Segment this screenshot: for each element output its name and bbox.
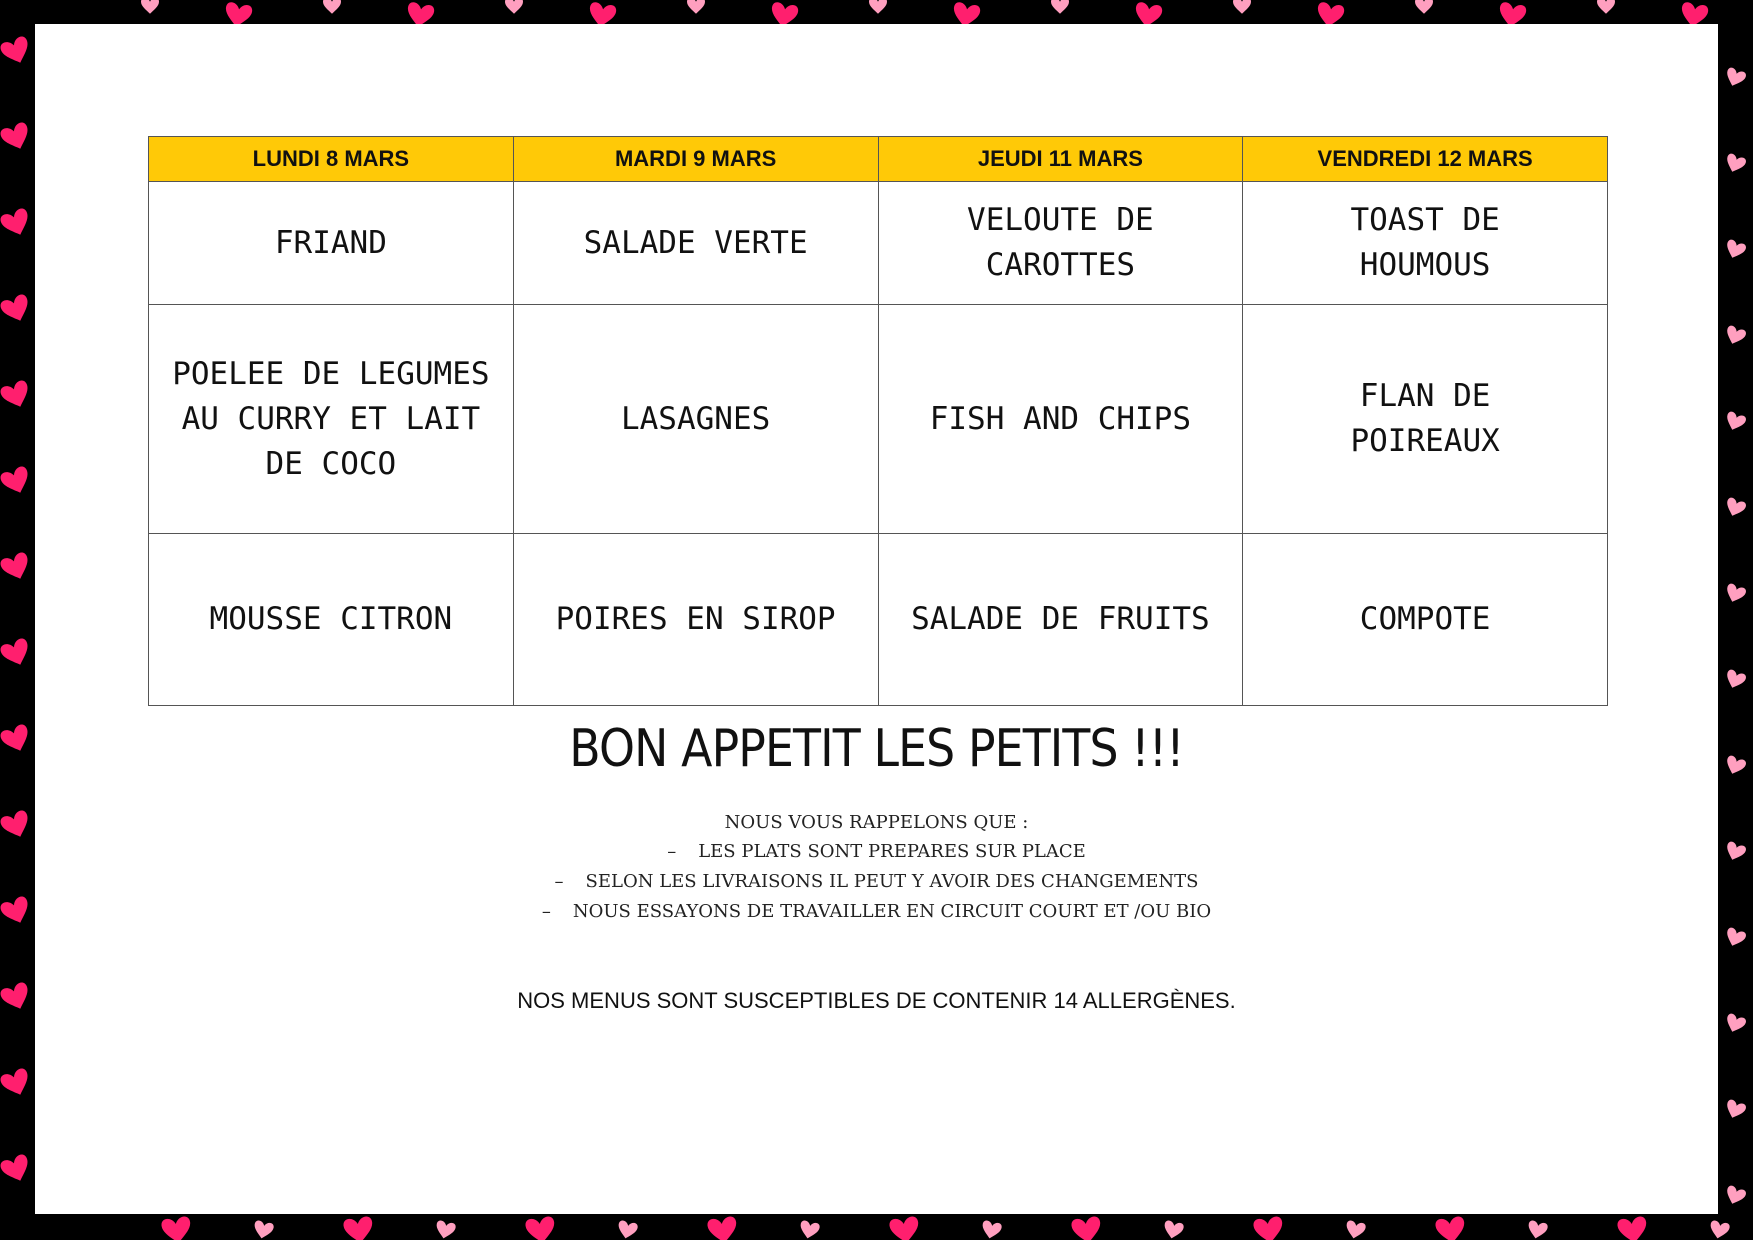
heart-icon bbox=[0, 379, 33, 411]
reminders-block bbox=[35, 812, 1718, 931]
day-header-tuesday: MARDI 9 MARS bbox=[513, 137, 878, 182]
dish-cell: POIRES EN SIROP bbox=[513, 534, 878, 706]
heart-icon bbox=[1723, 1185, 1747, 1208]
list-item bbox=[35, 901, 1718, 922]
allergen-note: NOS MENUS SONT SUSCEPTIBLES DE CONTENIR 14 ALLERGÈNES. bbox=[517, 988, 1236, 1013]
reminder-text: SELON LES LIVRAISONS IL PEUT Y AVOIR DES CHANGEMENTS bbox=[585, 871, 1199, 892]
heart-icon bbox=[505, 0, 523, 14]
heart-icon bbox=[1723, 841, 1747, 864]
dish-cell: FLAN DE POIREAUX bbox=[1243, 305, 1608, 534]
dish-cell: SALADE VERTE bbox=[513, 182, 878, 305]
heart-icon bbox=[1051, 0, 1069, 14]
heart-icon bbox=[1253, 1216, 1285, 1240]
day-header-monday: LUNDI 8 MARS bbox=[149, 137, 514, 182]
menu-sheet bbox=[35, 24, 1718, 1214]
list-item bbox=[35, 871, 1718, 892]
heart-icon bbox=[1723, 411, 1747, 434]
menu-table bbox=[148, 136, 1608, 706]
heart-icon bbox=[616, 1220, 638, 1240]
main-course-row bbox=[149, 305, 1608, 534]
starter-row bbox=[149, 182, 1608, 305]
heart-icon bbox=[869, 0, 887, 14]
day-header-thursday: JEUDI 11 MARS bbox=[878, 137, 1243, 182]
dish-cell: VELOUTE DE CAROTTES bbox=[878, 182, 1243, 305]
reminder-text: NOUS ESSAYONS DE TRAVAILLER EN CIRCUIT COURT ET /OU BIO bbox=[572, 901, 1212, 922]
dish-cell: FISH AND CHIPS bbox=[878, 305, 1243, 534]
heart-icon bbox=[1723, 497, 1747, 520]
heart-icon bbox=[1071, 1216, 1103, 1240]
heart-icon bbox=[0, 465, 33, 497]
heart-icon bbox=[0, 723, 33, 755]
heart-icon bbox=[1162, 1220, 1184, 1240]
heart-icon bbox=[798, 1220, 820, 1240]
dish-cell: POELEE DE LEGUMES AU CURRY ET LAIT DE COCO bbox=[149, 305, 514, 534]
heart-icon bbox=[141, 0, 159, 14]
heart-icon bbox=[0, 35, 33, 67]
heart-icon bbox=[1723, 1013, 1747, 1036]
heart-icon bbox=[0, 293, 33, 325]
heart-icon bbox=[0, 551, 33, 583]
heart-icon bbox=[1723, 669, 1747, 692]
heart-icon bbox=[1723, 67, 1747, 90]
heart-icon bbox=[1723, 239, 1747, 262]
heart-icon bbox=[0, 895, 33, 927]
heart-icon bbox=[0, 121, 33, 153]
heart-icon bbox=[1597, 0, 1615, 14]
dish-cell: MOUSSE CITRON bbox=[149, 534, 514, 706]
heart-icon bbox=[1723, 927, 1747, 950]
heart-icon bbox=[1708, 1220, 1730, 1240]
dish-cell: FRIAND bbox=[149, 182, 514, 305]
heart-icon bbox=[525, 1216, 557, 1240]
heart-icon bbox=[343, 1216, 375, 1240]
bullet-dash: – bbox=[541, 901, 551, 922]
heart-icon bbox=[1233, 0, 1251, 14]
day-header-row bbox=[149, 137, 1608, 182]
reminders-intro: NOUS VOUS RAPPELONS QUE : bbox=[724, 812, 1029, 833]
heart-icon bbox=[1617, 1216, 1649, 1240]
heart-icon bbox=[1415, 0, 1433, 14]
heart-icon bbox=[0, 207, 33, 239]
heart-icon bbox=[1723, 325, 1747, 348]
heart-icon bbox=[161, 1216, 193, 1240]
dish-cell: TOAST DE HOUMOUS bbox=[1243, 182, 1608, 305]
heart-icon bbox=[1526, 1220, 1548, 1240]
heart-icon bbox=[0, 809, 33, 841]
heart-icon bbox=[0, 637, 33, 669]
heart-icon bbox=[1435, 1216, 1467, 1240]
heart-icon bbox=[0, 981, 33, 1013]
day-header-friday: VENDREDI 12 MARS bbox=[1243, 137, 1608, 182]
heart-icon bbox=[1344, 1220, 1366, 1240]
bullet-dash: – bbox=[667, 841, 677, 862]
dish-cell: SALADE DE FRUITS bbox=[878, 534, 1243, 706]
heart-icon bbox=[323, 0, 341, 14]
reminders-list bbox=[35, 841, 1718, 922]
reminder-text: LES PLATS SONT PREPARES SUR PLACE bbox=[698, 841, 1086, 862]
heart-icon bbox=[980, 1220, 1002, 1240]
heart-icon bbox=[0, 1153, 33, 1185]
heart-icon bbox=[707, 1216, 739, 1240]
heart-icon bbox=[1723, 1099, 1747, 1122]
bullet-dash: – bbox=[554, 871, 564, 892]
heart-icon bbox=[434, 1220, 456, 1240]
heart-icon bbox=[889, 1216, 921, 1240]
dish-cell: COMPOTE bbox=[1243, 534, 1608, 706]
dessert-row bbox=[149, 534, 1608, 706]
heart-icon bbox=[0, 1067, 33, 1099]
list-item bbox=[35, 841, 1718, 862]
heart-icon bbox=[687, 0, 705, 14]
heart-icon bbox=[1723, 755, 1747, 778]
heart-icon bbox=[252, 1220, 274, 1240]
bon-appetit-title: BON APPETIT LES PETITS !!! bbox=[569, 719, 1184, 779]
dish-cell: LASAGNES bbox=[513, 305, 878, 534]
heart-icon bbox=[1723, 153, 1747, 176]
heart-icon bbox=[1723, 583, 1747, 606]
